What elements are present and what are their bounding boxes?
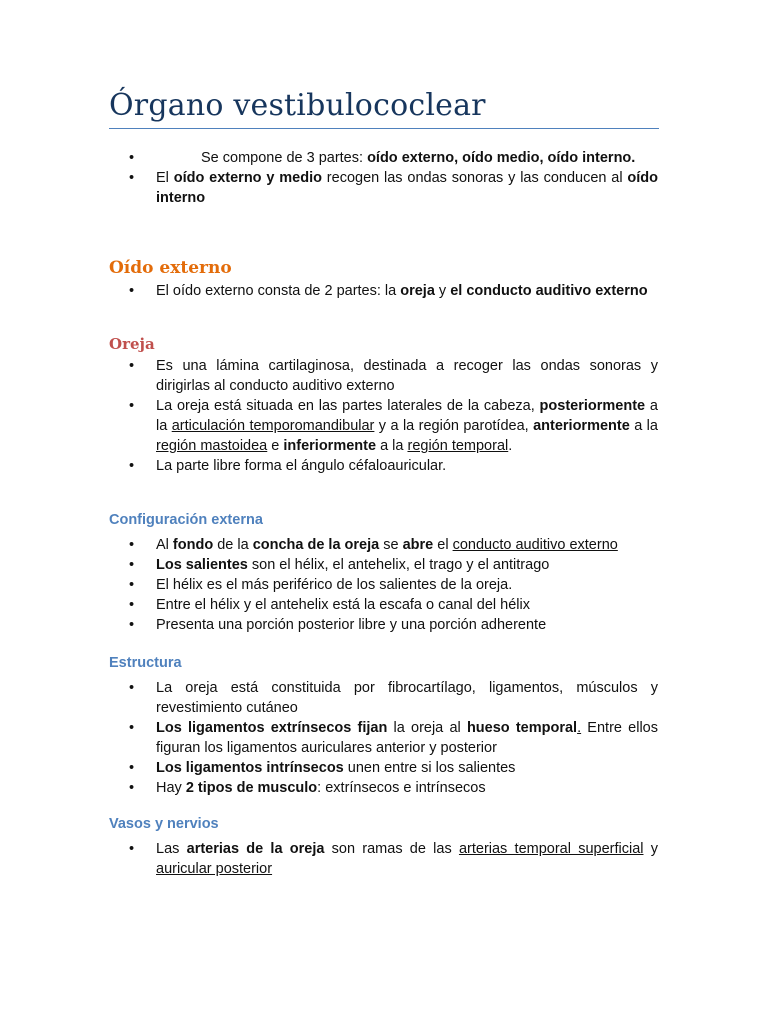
text-run: articulación temporomandibular	[171, 418, 375, 434]
bullet-icon: •	[129, 617, 135, 633]
heading-oido-externo: Oído externo	[109, 258, 232, 278]
text-run: El	[156, 170, 174, 186]
heading-configuracion-externa: Configuración externa	[109, 512, 263, 528]
text-run: y a la región parotídea,	[374, 418, 534, 434]
text-run: y	[643, 841, 658, 857]
text-run: Es una lámina cartilaginosa, destinada a recoger las ondas sonoras y dirigirlas al conducto auditivo externo	[156, 358, 658, 394]
bullet-icon: •	[129, 760, 135, 776]
text-run: El oído externo consta de 2 partes: la	[156, 283, 401, 299]
title-underline	[109, 128, 659, 129]
text-run: conducto auditivo externo	[452, 537, 618, 553]
list-item	[109, 535, 658, 555]
list-item	[109, 575, 658, 595]
vasos-list	[109, 839, 658, 879]
text-run: Las	[156, 841, 187, 857]
text-run: .	[508, 438, 513, 454]
configuracion-list	[109, 535, 658, 635]
text-run: Hay	[156, 780, 186, 796]
list-item	[109, 555, 658, 575]
text-run: anteriormente	[533, 418, 630, 434]
list-item	[109, 595, 658, 615]
text-run: oreja	[400, 283, 435, 299]
text-run: Los ligamentos intrínsecos	[156, 760, 344, 776]
text-run: a la	[629, 418, 658, 434]
text-run: Los salientes	[156, 557, 248, 573]
list-item	[109, 758, 658, 778]
text-run: se	[379, 537, 403, 553]
text-run: Entre ellos figuran los ligamentos auriculares anterior y posterior	[156, 720, 658, 756]
text-run: 2 tipos de musculo	[185, 780, 318, 796]
text-run: posteriormente	[539, 398, 646, 414]
bullet-icon: •	[129, 780, 135, 796]
text-run: la oreja al	[387, 720, 467, 736]
text-run: La parte libre forma el ángulo céfaloauricular.	[156, 458, 447, 474]
text-run: recogen las ondas sonoras y las conducen al	[321, 170, 628, 186]
estructura-list	[109, 678, 658, 798]
text-run: el	[433, 537, 453, 553]
text-run: a la	[156, 398, 658, 434]
text-run: : extrínsecos e intrínsecos	[317, 780, 486, 796]
text-run: concha de la oreja	[252, 537, 380, 553]
bullet-icon: •	[129, 458, 135, 474]
text-run: La oreja está constituida por fibrocartílago, ligamentos, músculos y revestimiento cutáneo	[156, 680, 658, 716]
text-run: de la	[213, 537, 253, 553]
text-run: a la	[376, 438, 408, 454]
list-item	[109, 839, 658, 879]
text-run: inferiormente	[283, 438, 377, 454]
list-item	[109, 168, 658, 208]
text-run: Presenta una porción posterior libre y una porción adherente	[156, 617, 547, 633]
text-run: El hélix es el más periférico de los salientes de la oreja.	[156, 577, 513, 593]
text-run: Los ligamentos extrínsecos fijan	[156, 720, 388, 736]
list-item	[109, 615, 658, 635]
text-run: auricular posterior	[156, 861, 273, 877]
bullet-icon: •	[129, 841, 135, 857]
text-run: Al	[156, 537, 173, 553]
bullet-icon: •	[129, 283, 135, 299]
text-run: oído externo y medio	[173, 170, 322, 186]
bullet-icon: •	[129, 680, 135, 696]
list-item	[109, 718, 658, 758]
bullet-icon: •	[129, 170, 135, 186]
bullet-icon: •	[129, 597, 135, 613]
text-run: unen entre si los salientes	[343, 760, 516, 776]
oreja-list	[109, 356, 658, 476]
bullet-icon: •	[129, 398, 135, 414]
bullet-icon: •	[129, 150, 135, 166]
text-run: La oreja está situada en las partes laterales de la cabeza,	[156, 398, 540, 414]
intro-list	[109, 148, 658, 208]
heading-vasos-nervios: Vasos y nervios	[109, 816, 219, 832]
list-item	[109, 148, 658, 168]
text-run: Se compone de 3 partes:	[201, 150, 368, 166]
list-item	[109, 281, 658, 301]
text-run: oído interno	[156, 170, 659, 206]
text-run: son el hélix, el antehelix, el trago y el antitrago	[247, 557, 550, 573]
bullet-icon: •	[129, 557, 135, 573]
list-item	[109, 778, 658, 798]
text-run: fondo	[172, 537, 214, 553]
text-run: el conducto auditivo externo	[450, 283, 648, 299]
bullet-icon: •	[129, 358, 135, 374]
text-run: abre	[402, 537, 434, 553]
text-run: región temporal	[407, 438, 509, 454]
text-run: .	[577, 720, 582, 736]
text-run: arterias temporal superficial	[458, 841, 644, 857]
bullet-icon: •	[129, 537, 135, 553]
text-run: son ramas de las	[324, 841, 459, 857]
text-run: y	[434, 283, 451, 299]
heading-estructura: Estructura	[109, 655, 182, 671]
page-title: Órgano vestibulococlear	[109, 88, 486, 123]
list-item	[109, 396, 658, 456]
list-item	[109, 356, 658, 396]
oido-externo-list	[109, 281, 658, 301]
bullet-icon: •	[129, 720, 135, 736]
text-run: e	[267, 438, 284, 454]
bullet-icon: •	[129, 577, 135, 593]
text-run: oído externo, oído medio, oído interno.	[367, 150, 636, 166]
text-run: región mastoidea	[156, 438, 268, 454]
text-run: Entre el hélix y el antehelix está la escafa o canal del hélix	[156, 597, 530, 613]
heading-oreja: Oreja	[109, 335, 155, 353]
list-item	[109, 678, 658, 718]
text-run: arterias de la oreja	[186, 841, 325, 857]
text-run: hueso temporal	[466, 720, 578, 736]
list-item	[109, 456, 658, 476]
